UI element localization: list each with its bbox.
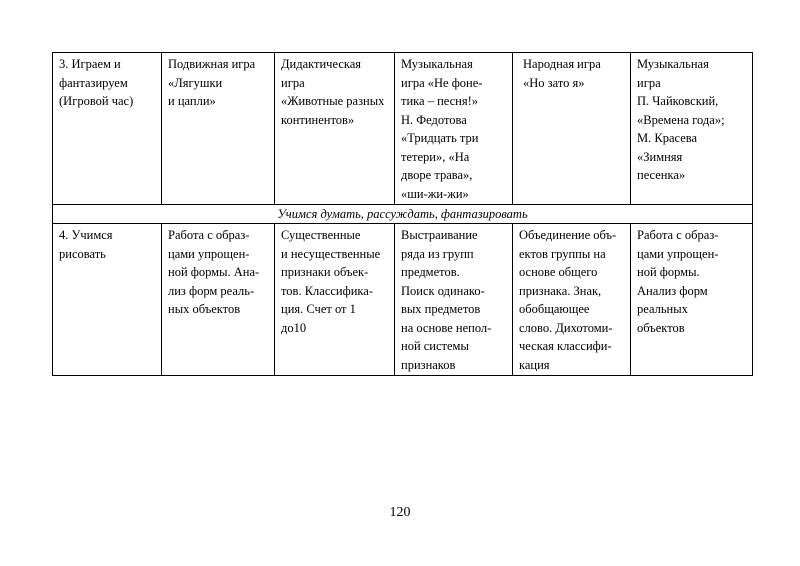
- cell-text-line: тов. Классифика-: [281, 283, 373, 298]
- cell-text-line: дворе трава»,: [401, 168, 473, 182]
- cell-text-line: и цапли»: [168, 94, 216, 108]
- cell-text-line: ряда из групп: [401, 246, 474, 261]
- table-cell: [275, 224, 395, 376]
- cell-text-line: Работа с образ-: [168, 228, 250, 242]
- cell-text-line: признаки объек-: [281, 265, 369, 279]
- cell-text-line: Подвижная игра: [168, 57, 256, 71]
- cell-text-line: кация: [519, 357, 550, 372]
- cell-text-line: игра: [637, 75, 661, 90]
- table-cell: [395, 224, 513, 376]
- cell-text-line: признаков: [401, 357, 456, 372]
- cell-text-line: 4. Учимся: [59, 228, 113, 242]
- cell-text-line: «Животные разных: [281, 94, 385, 108]
- cell-text-line: П. Чайковский,: [637, 94, 719, 108]
- cell-text-line: «Тридцать три: [401, 131, 479, 145]
- cell-text-line: ектов группы на: [519, 246, 606, 261]
- table-row: [53, 224, 753, 376]
- cell-text-line: Музыкальная: [401, 57, 473, 71]
- cell-text-line: лиз форм реаль-: [168, 283, 255, 298]
- cell-text-line: Н. Федотова: [401, 112, 467, 127]
- cell-text-line: Дидактическая: [281, 57, 362, 71]
- cell-text-line: 3. Играем и: [59, 57, 121, 71]
- cell-text-line: ческая классифи-: [519, 339, 612, 353]
- cell-text-line: игра «Не фоне-: [401, 75, 483, 90]
- cell-text-line: вых предметов: [401, 302, 481, 316]
- cell-text-line: игра: [281, 75, 305, 90]
- cell-text-line: объектов: [637, 320, 685, 335]
- cell-text-line: признака. Знак,: [519, 283, 602, 298]
- cell-text-line: ной системы: [401, 339, 469, 353]
- table-cell: [53, 53, 162, 205]
- table-row: [53, 53, 753, 205]
- cell-text-line: Народная игра: [523, 57, 601, 71]
- cell-text-line: слово. Дихотоми-: [519, 320, 613, 335]
- cell-text-line: ных объектов: [168, 302, 241, 316]
- cell-text-line: ция. Счет от 1: [281, 302, 356, 316]
- cell-text-line: «Лягушки: [168, 75, 223, 90]
- cell-text-line: тетери», «На: [401, 149, 470, 164]
- page-number: 120: [389, 505, 411, 520]
- cell-text-line: континентов»: [281, 112, 355, 127]
- section-row: [53, 205, 753, 224]
- table-cell: [275, 53, 395, 205]
- lesson-plan-table: [52, 52, 753, 376]
- cell-text-line: рисовать: [59, 246, 106, 261]
- cell-text-line: (Игровой час): [59, 94, 134, 108]
- section-title: Учимся думать, рассуждать, фантазировать: [53, 205, 753, 224]
- table-cell: [53, 224, 162, 376]
- table-cell: [395, 53, 513, 205]
- cell-text-line: Работа с образ-: [637, 228, 719, 242]
- cell-text-line: «Но зато я»: [523, 75, 585, 90]
- cell-text-line: основе общего: [519, 265, 598, 279]
- cell-text-line: Поиск одинако-: [401, 283, 485, 298]
- cell-text-line: ной формы.: [637, 265, 700, 279]
- cell-text-line: ной формы. Ана-: [168, 265, 260, 279]
- cell-text-line: Существенные: [281, 228, 361, 242]
- table-cell: [162, 53, 275, 205]
- cell-text-line: цами упрощен-: [168, 246, 250, 261]
- cell-text-line: Объединение объ-: [519, 228, 617, 242]
- table-cell: [631, 224, 753, 376]
- cell-text-line: песенка»: [637, 168, 686, 182]
- cell-text-line: «Времена года»;: [637, 112, 725, 127]
- cell-text-line: обобщающее: [519, 302, 590, 316]
- table-cell: [513, 224, 631, 376]
- cell-text-line: «ши-жи-жи»: [401, 186, 469, 201]
- cell-text-line: Музыкальная: [637, 57, 709, 71]
- cell-text-line: цами упрощен-: [637, 246, 719, 261]
- table-cell: [162, 224, 275, 376]
- cell-text-line: «Зимняя: [637, 149, 683, 164]
- cell-text-line: фантазируем: [59, 75, 128, 90]
- cell-text-line: Выстраивание: [401, 228, 478, 242]
- cell-text-line: до10: [281, 320, 307, 335]
- table-cell: [513, 53, 631, 205]
- cell-text-line: тика – песня!»: [401, 94, 479, 108]
- cell-text-line: реальных: [637, 302, 688, 316]
- cell-text-line: М. Красева: [637, 131, 698, 145]
- cell-text-line: и несущественные: [281, 246, 381, 261]
- table-cell: [631, 53, 753, 205]
- cell-text-line: Анализ форм: [637, 283, 708, 298]
- cell-text-line: предметов.: [401, 265, 460, 279]
- cell-text-line: на основе непол-: [401, 320, 492, 335]
